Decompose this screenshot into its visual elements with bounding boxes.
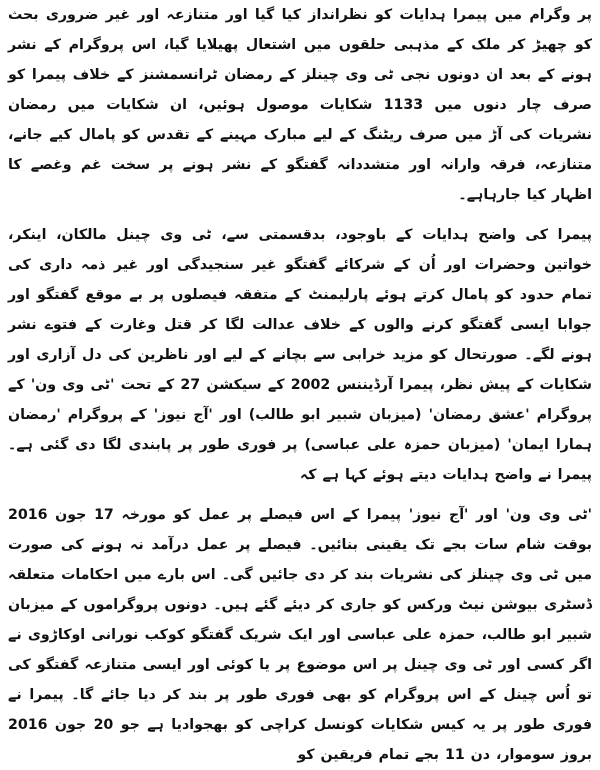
paragraph-2: پیمرا کی واضح ہدایات کے باوجود، بدقسمتی سے، ٹی وی چینل مالکان، اینکر، خواتین وحضرات اور اُن کے شرکائے گفتگو غیر سنجیدگی اور غیر ذمہ داری کی تمام حدود کو پامال کرتے ہوئے پارلیمنٹ کے متفقہ فیصلوں پر بے موقع گفتگو اور جوابا ایسی گفتگو کرنے والوں کے خلاف عدالت لگا کر قتل وغارت کے فتوے نشر ہونے لگے۔ صورتحال کو مزید خرابی سے بچانے کے لیے اور ناظرین کی دل آزاری اور شکایات کے پیش نظر، پیمرا آرڈیننس 2002 کے سیکشن 27 کے تحت 'ٹی وی ون' کے پروگرام 'عشق رمضان' (میزبان شبیر ابو طالب) اور 'آج نیوز' کے پروگرام 'رمضان ہمارا ایمان' (میزبان حمزہ علی عباسی) پر فوری طور پر پابندی لگا دی گئی ہے۔ پیمرا نے واضح ہدایات دیتے ہوئے کہا ہے کہ [8,227,592,483]
paragraph-3: 'ٹی وی ون' اور 'آج نیوز' پیمرا کے اس فیصلے پر عمل کو مورخہ 17 جون 2016 بوقت شام سات بجے تک یقینی بنائیں۔ فیصلے پر عمل درآمد نہ ہونے کی صورت میں ٹی وی چینلز کی نشریات بند کر دی جائیں گی۔ اس بارے میں احکامات متعلقہ ڈسٹری بیوشن نیٹ ورکس کو جاری کر دیئے گئے ہیں۔ دونوں پروگراموں کے میزبان شبیر ابو طالب، حمزہ علی عباسی اور ایک شریک گفتگو کوکب نورانی اوکاڑوی نے اگر کسی اور ٹی وی چینل پر اس موضوع پر یا کوئی اور ایسی متنازعہ گفتگو کی تو اُس چینل کے اس پروگرام کو بھی فوری طور پر بند کر دیا جائے گا۔ پیمرا نے فوری طور پر یہ کیس شکایات کونسل کراچی کو بھجوادیا ہے جو 20 جون 2016 بروز سوموار، دن 11 بجے تمام فریقین کو [8,507,592,763]
article-body [8,0,592,763]
paragraph-1: پر وگرام میں پیمرا ہدایات کو نظرانداز کیا گیا اور متنازعہ اور غیر ضروری بحث کو چھیڑ کر ملک کے مذہبی حلقوں میں اشتعال پھیلایا گیا، اس پروگرام کے نشر ہونے کے بعد ان دونوں نجی ٹی وی چینلز کے رمضان ٹرانسمشنز کے خلاف پیمرا کو صرف چار دنوں میں 1133 شکایات موصول ہوئیں، ان شکایات میں رمضان نشریات کی آڑ میں صرف ریٹنگ کے لیے مبارک مہینے کے تقدس کو پامال کیے جانے، متنازعہ، فرقہ وارانہ اور متشددانہ گفتگو کے نشر ہونے پر سخت غم وغصے کا اظہار کیا جارہاہے۔ [8,7,592,203]
